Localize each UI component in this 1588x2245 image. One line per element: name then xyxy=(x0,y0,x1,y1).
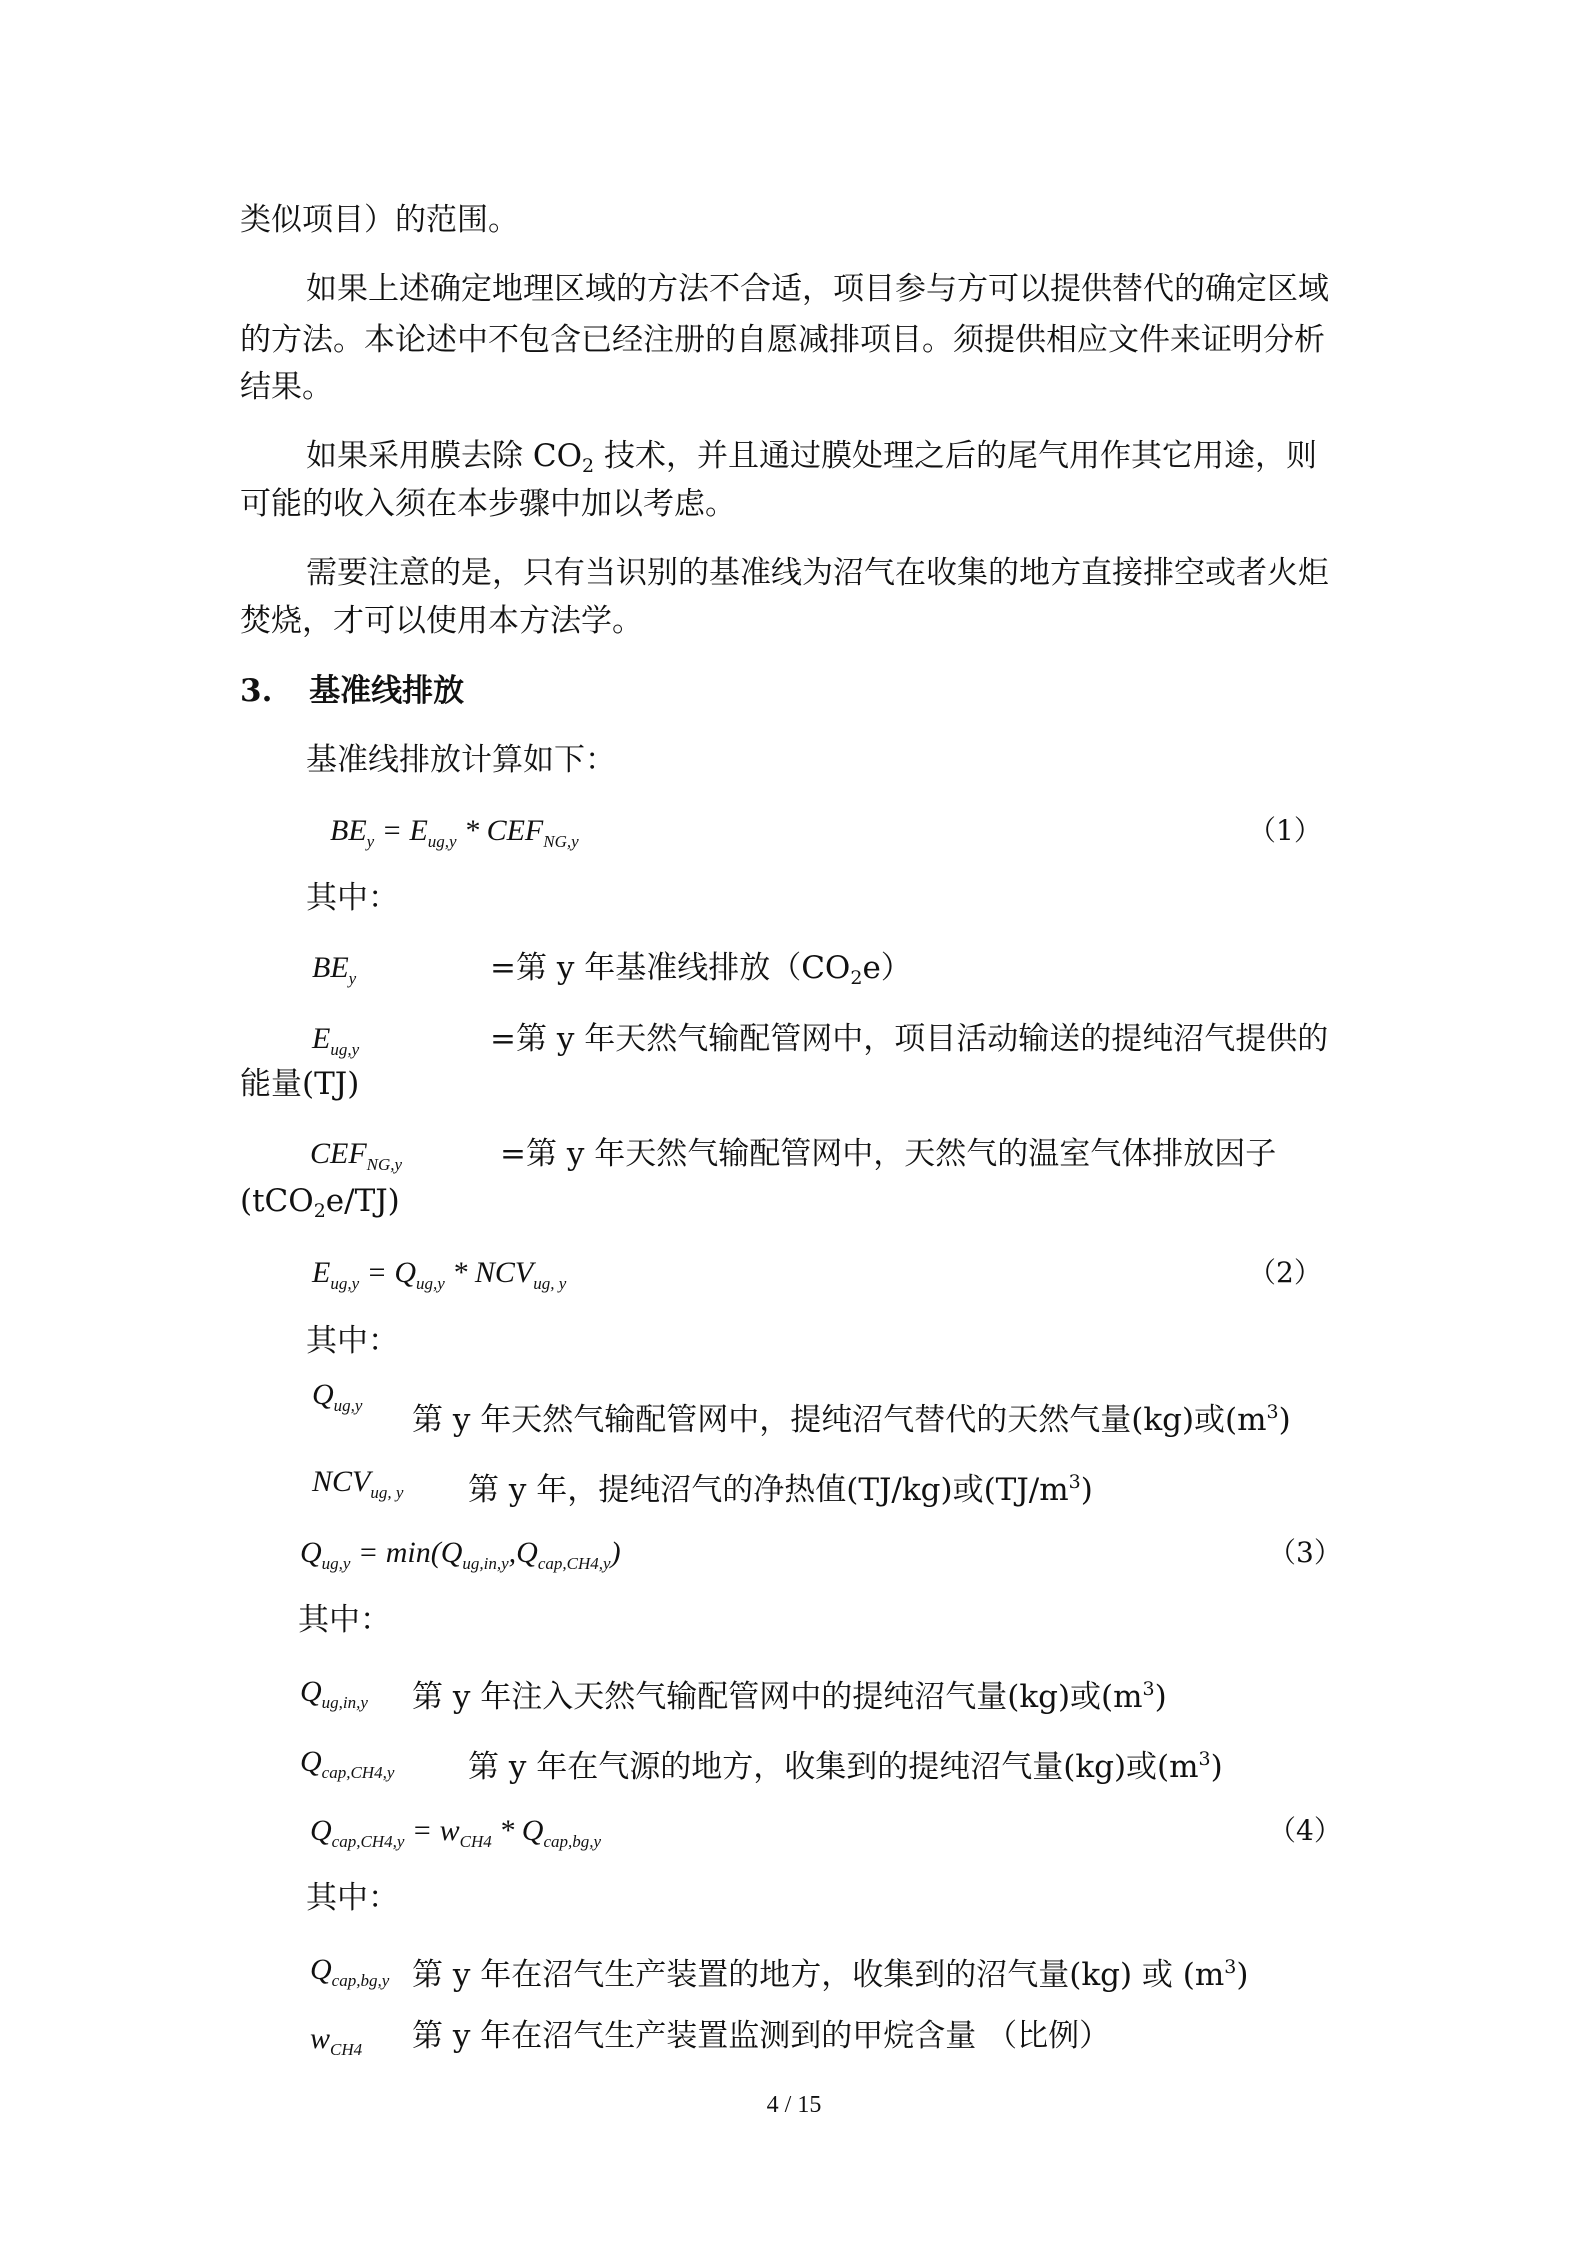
min-function: min( xyxy=(385,1536,441,1569)
text: 如果采用膜去除 CO xyxy=(306,438,582,474)
superscript: 3 xyxy=(1224,1956,1237,1978)
equation-number: （4） xyxy=(1268,1814,1342,1847)
text: ) xyxy=(1278,1402,1291,1438)
where-label xyxy=(306,1321,399,1361)
text: 能量(TJ) xyxy=(240,1066,360,1102)
page-number: 4 / 15 xyxy=(766,2092,822,2118)
paragraph-line xyxy=(240,484,736,524)
definition-q-cap-bg-y xyxy=(412,1947,1248,1995)
equation-number: （1） xyxy=(1248,814,1322,847)
text: 第 y 年在沼气生产装置的地方，收集到的沼气量(kg) 或 (m xyxy=(412,1957,1225,1993)
text: 基准线排放计算如下： xyxy=(306,742,616,778)
text: 第 y 年注入天然气输配管网中的提纯沼气量(kg)或(m xyxy=(412,1679,1143,1715)
text: 技术，并且通过膜处理之后的尾气用作其它用途，则 xyxy=(594,438,1317,474)
equation-number: （3） xyxy=(1268,1536,1342,1569)
variable-q-ug-y: $Q_{ug,y}$ xyxy=(312,1378,363,1415)
definition-cef-cont xyxy=(240,1181,400,1231)
text: 其中： xyxy=(298,1602,391,1638)
where-label xyxy=(306,1878,399,1918)
variable-w-ch4: $w_{CH4}$ xyxy=(310,2022,363,2059)
text: =第 y 年天然气输配管网中，天然气的温室气体排放因子 xyxy=(500,1136,1277,1172)
text: 第 y 年在沼气生产装置监测到的甲烷含量 （比例） xyxy=(412,2018,1111,2054)
text: 其中： xyxy=(306,1880,399,1916)
equation-3: $Q_{ug,y} = \min(Q_{ug,in,y},Q_{cap,CH4,y})$ xyxy=(300,1536,621,1573)
text: e） xyxy=(862,950,912,986)
text: e/TJ) xyxy=(325,1183,400,1219)
text: 如果上述确定地理区域的方法不合适，项目参与方可以提供替代的确定区域 xyxy=(306,271,1329,307)
definition-w-ch4 xyxy=(412,2016,1110,2056)
superscript: 3 xyxy=(1068,1471,1081,1493)
paragraph-line xyxy=(306,436,1317,486)
definition-be-y xyxy=(490,948,912,998)
text: 其中： xyxy=(306,1323,399,1359)
text: =第 y 年天然气输配管网中，项目活动输送的提纯沼气提供的 xyxy=(490,1021,1329,1057)
subscript: 2 xyxy=(313,1200,326,1222)
paragraph-line xyxy=(306,553,1329,593)
definition-q-ug-in-y xyxy=(412,1669,1167,1717)
where-label xyxy=(306,878,399,918)
paragraph-line xyxy=(240,200,519,240)
text: 第 y 年在气源的地方，收集到的提纯沼气量(kg)或(m xyxy=(468,1749,1199,1785)
superscript: 3 xyxy=(1198,1748,1211,1770)
text: ) xyxy=(1154,1679,1167,1715)
text: 可能的收入须在本步骤中加以考虑。 xyxy=(240,486,736,522)
superscript: 3 xyxy=(1142,1678,1155,1700)
paragraph-line xyxy=(240,367,333,407)
variable-q-cap-bg-y: $Q_{cap,bg,y}$ xyxy=(310,1953,390,1990)
text: ) xyxy=(1080,1472,1093,1508)
paragraph-line xyxy=(240,320,1325,360)
subscript: 2 xyxy=(850,967,863,989)
definition-q-cap-ch4-y xyxy=(468,1739,1223,1787)
text: =第 y 年基准线排放（CO xyxy=(490,950,851,986)
variable-e-ug-y: $E_{ug,y}$ xyxy=(312,1022,360,1059)
text: 需要注意的是，只有当识别的基准线为沼气在收集的地方直接排空或者火炬 xyxy=(306,555,1329,591)
text: 第 y 年，提纯沼气的净热值(TJ/kg)或(TJ/m xyxy=(468,1472,1069,1508)
text: 第 y 年天然气输配管网中，提纯沼气替代的天然气量(kg)或(m xyxy=(412,1402,1267,1438)
text: 结果。 xyxy=(240,369,333,405)
equation-1: $BE_y = E_{ug,y} * CEF_{NG,y}$ xyxy=(330,814,579,851)
text: 类似项目）的范围。 xyxy=(240,202,519,238)
section-title: 基准线排放 xyxy=(309,673,465,709)
variable-ncv: $NCV_{ug, y}$ xyxy=(312,1465,404,1502)
equation-4: $Q_{cap,CH4,y} = w_{CH4} * Q_{cap,bg,y}$ xyxy=(310,1814,602,1851)
text: (tCO xyxy=(240,1183,314,1219)
equation-number: （2） xyxy=(1248,1256,1322,1289)
definition-e-ug-y xyxy=(490,1019,1328,1059)
text: ) xyxy=(1236,1957,1249,1993)
where-label xyxy=(298,1600,391,1640)
variable-cef-ng-y: $CEF_{NG,y}$ xyxy=(310,1137,403,1174)
section-heading xyxy=(240,671,464,711)
paragraph-line xyxy=(306,269,1329,309)
paragraph-line xyxy=(240,601,643,641)
text: ) xyxy=(1210,1749,1223,1785)
definition-ncv xyxy=(468,1462,1093,1510)
superscript: 3 xyxy=(1266,1401,1279,1423)
definition-e-ug-y-cont xyxy=(240,1064,359,1104)
text: 其中： xyxy=(306,880,399,916)
text: 的方法。本论述中不包含已经注册的自愿减排项目。须提供相应文件来证明分析 xyxy=(240,322,1325,358)
definition-q-ug-y xyxy=(412,1392,1291,1440)
variable-q-cap-ch4-y: $Q_{cap,CH4,y}$ xyxy=(300,1745,395,1782)
subscript: 2 xyxy=(582,455,595,477)
definition-cef xyxy=(500,1134,1276,1174)
equation-2: $E_{ug,y} = Q_{ug,y} * NCV_{ug, y}$ xyxy=(312,1256,567,1293)
intro-text xyxy=(306,740,616,780)
variable-be-y: $BE_y$ xyxy=(312,951,357,988)
variable-q-ug-in-y: $Q_{ug,in,y}$ xyxy=(300,1675,368,1712)
section-number: 3. xyxy=(240,673,273,709)
text: 焚烧，才可以使用本方法学。 xyxy=(240,603,643,639)
